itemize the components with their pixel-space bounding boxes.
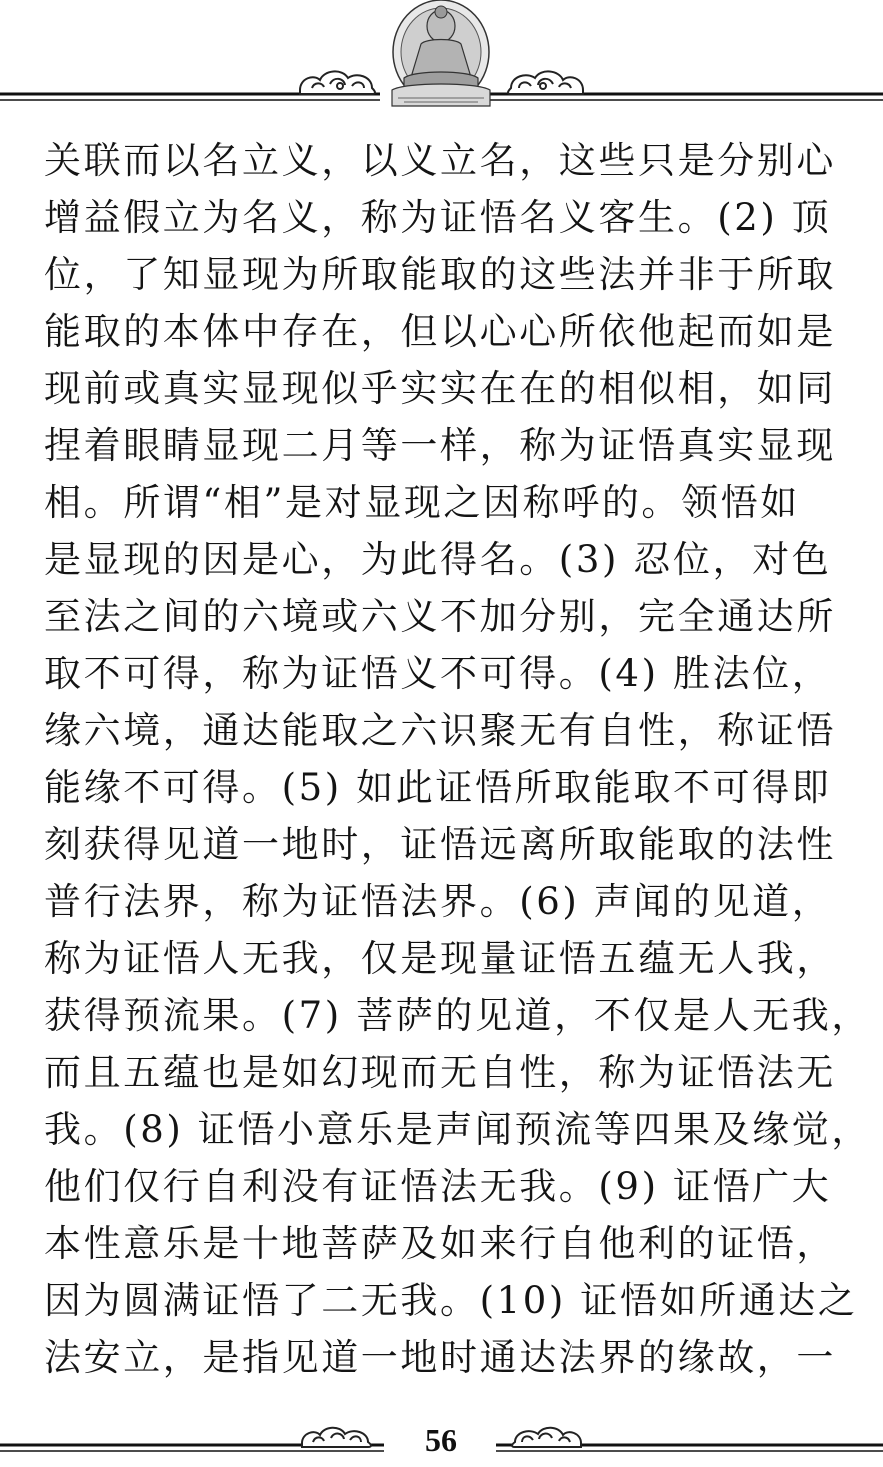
footer-left-cloud-icon [302, 1428, 371, 1447]
text-line: 关联而以名立义，以义立名，这些只是分别心 [44, 139, 836, 182]
body-text [44, 132, 871, 1386]
text-line: 刻获得见道一地时，证悟远离所取能取的法性 [44, 823, 836, 866]
footer-right-cloud-icon [512, 1428, 581, 1447]
text-line: 而且五蕴也是如幻现而无自性，称为证悟法无 [44, 1051, 836, 1094]
left-cloud-scroll-icon [300, 71, 375, 94]
header-ornament-graphic [0, 0, 883, 112]
buddha-figure-icon [392, 0, 490, 106]
page-header-ornament [0, 0, 883, 112]
text-line: 能取的本体中存在，但以心心所依他起而如是 [44, 310, 836, 353]
text-line: 称为证悟人无我，仅是现量证悟五蕴无人我， [44, 937, 836, 980]
text-line: 位，了知显现为所取能取的这些法并非于所取 [44, 253, 836, 296]
text-line: 捏着眼睛显现二月等一样，称为证悟真实显现 [44, 424, 836, 467]
text-line: 能缘不可得。(5) 如此证悟所取能取不可得即 [44, 766, 832, 809]
text-line: 因为圆满证悟了二无我。(10) 证悟如所通达之 [44, 1279, 858, 1322]
text-line: 现前或真实显现似乎实实在在的相似相，如同 [44, 367, 836, 410]
text-line: 本性意乐是十地菩萨及如来行自他利的证悟， [44, 1222, 836, 1265]
text-line: 法安立，是指见道一地时通达法界的缘故，一 [44, 1336, 836, 1379]
text-line: 相。所谓“相”是对显现之因称呼的。领悟如 [44, 481, 800, 524]
page-number: 56 [425, 1422, 457, 1458]
text-line: 取不可得，称为证悟义不可得。(4) 胜法位， [44, 652, 832, 695]
text-line: 他们仅行自利没有证悟法无我。(9) 证悟广大 [44, 1165, 832, 1208]
text-line: 至法之间的六境或六义不加分别，完全通达所 [44, 595, 836, 638]
right-cloud-scroll-icon [508, 71, 583, 94]
text-line: 增益假立为名义，称为证悟名义客生。(2) 顶 [44, 196, 832, 239]
text-line: 是显现的因是心，为此得名。(3) 忍位，对色 [44, 538, 832, 581]
text-line: 获得预流果。(7) 菩萨的见道，不仅是人无我， [44, 994, 871, 1037]
text-line: 我。(8) 证悟小意乐是声闻预流等四果及缘觉， [44, 1108, 871, 1151]
text-line: 普行法界，称为证悟法界。(6) 声闻的见道， [44, 880, 832, 923]
text-line: 缘六境，通达能取之六识聚无有自性，称证悟 [44, 709, 836, 752]
